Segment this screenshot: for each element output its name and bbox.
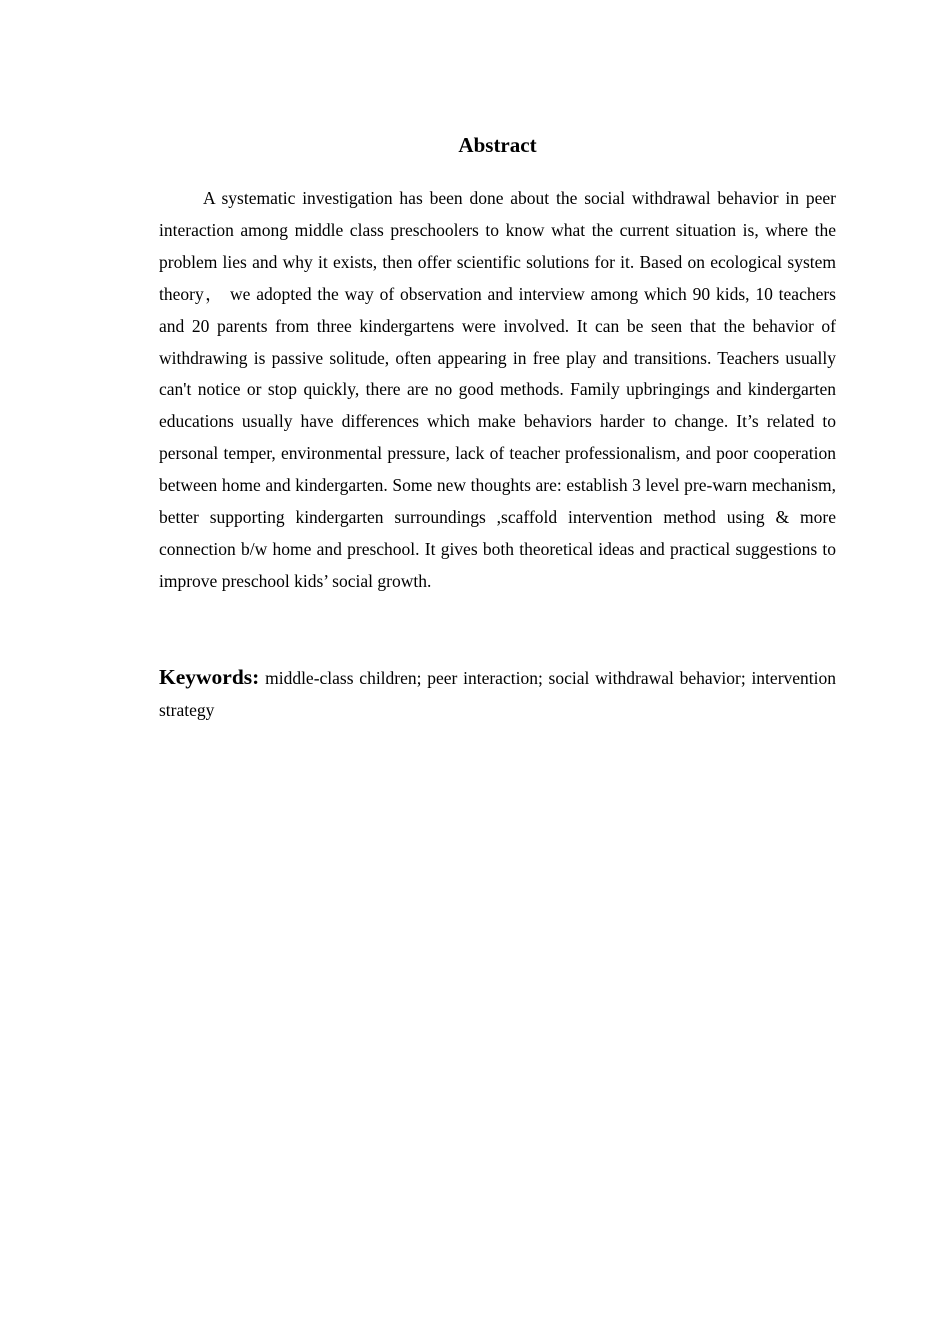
keywords-text: middle-class children; peer interaction; social withdrawal behavior; intervention strategy <box>159 667 837 720</box>
abstract-paragraph: A systematic investigation has been done about the social withdrawal behavior in peer interaction among middle class preschoolers to know what the current situation is, where the problem lies and why it exists, then offer scientific solutions for it. Based on ecological system theory， we adopted the way of observation and interview among which 90 kids, 10 teachers and 20 parents from three kindergartens were involved. It can be seen that the behavior of withdrawing is passive solitude, often appearing in free play and transitions. Teachers usually can't notice or stop quickly, there are no good methods. Family upbringings and kindergarten educations usually have differences which make behaviors harder to change. It’s related to personal temper, environmental pressure, lack of teacher professionalism, and poor cooperation between home and kindergarten. Some new thoughts are: establish 3 level pre-warn mechanism, better supporting kindergarten surroundings ,scaffold intervention method using & more connection b/w home and preschool. It gives both theoretical ideas and practical suggestions to improve preschool kids’ social growth. <box>159 188 836 591</box>
keywords-line <box>159 662 836 727</box>
abstract-heading: Abstract <box>458 133 537 157</box>
keywords-label: Keywords: <box>159 664 260 689</box>
abstract-section <box>159 128 836 727</box>
